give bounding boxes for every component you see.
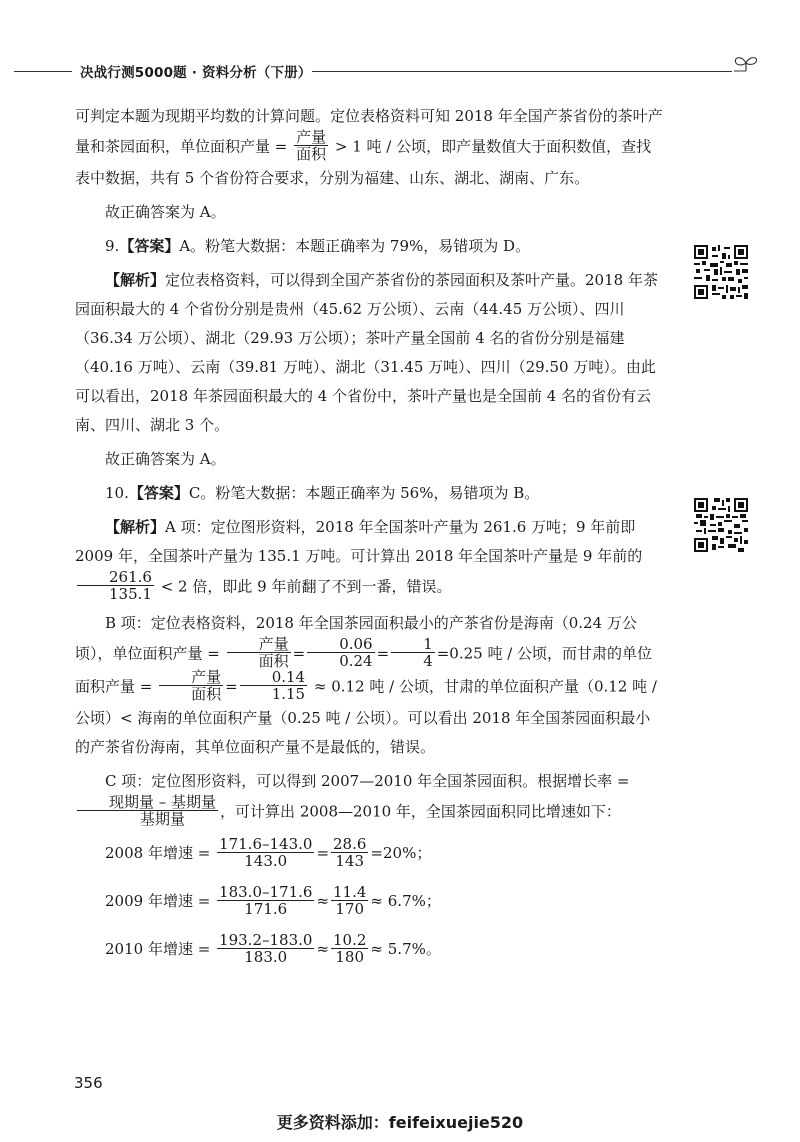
q10-analysis-a: 【解析】A 项：定位图形资料，2018 年全国茶叶产量为 261.6 万吨；9 年前即 2009 年，全国茶叶产量为 135.1 万吨。可计算出 2018 年全国茶叶产量是 9 年前的 $\frac{261.6}{135.1}$ < 2 倍，即此 9 年前翻了不到一番，错误。: [75, 518, 643, 603]
calc-fraction: $\frac{28.6}{143}$: [333, 834, 367, 870]
growth-calculations: [105, 829, 663, 973]
fraction-b5: $\frac{0.14}{1.15}$: [240, 669, 307, 702]
header-rule-left: [14, 71, 72, 72]
q9-analysis: 【解析】定位表格资料，可以得到全国产茶省份的茶园面积及茶叶产量。2018 年茶园面积最大的 4 个省份分别是贵州（45.62 万公顷）、云南（44.45 万公顷）、四川（36.34 万公顷）、湖北（29.93 万公顷）；茶叶产量全国前 4 名的省份分别是福建（40.16 万吨）、云南（39.81 万吨）、湖北（31.45 万吨）、四川（29.50 万吨）。由此可以看出，2018 年茶园面积最大的 4 个省份中，茶叶产量也是全国前 4 名的省份有云南、四川、湖北 3 个。: [75, 271, 658, 434]
calc-fraction: $\frac{183.0-171.6}{171.6}$: [219, 882, 313, 918]
page-content: [75, 102, 663, 973]
paragraph-2: 故正确答案为 A。: [105, 203, 226, 221]
header-rule-right: [312, 71, 732, 72]
q9-conclusion: 故正确答案为 A。: [105, 450, 226, 468]
sprout-icon: [730, 52, 762, 84]
qr-code-icon[interactable]: [694, 498, 748, 552]
calc-fraction: $\frac{193.2-183.0}{183.0}$: [219, 930, 313, 966]
q9-answer: 9.【答案】A。粉笔大数据：本题正确率为 79%，易错项为 D。: [105, 237, 531, 255]
running-header: [14, 52, 754, 92]
qr-code-icon[interactable]: [694, 245, 748, 299]
paragraph-1: 可判定本题为现期平均数的计算问题。定位表格资料可知 2018 年全国产茶省份的茶叶产量和茶园面积，单位面积产量 = $\frac{\text{产量}}{\text{面积}}$ > 1 吨 / 公顷，即产量数值大于面积数值，查找表中数据，共有 5 个省份符合要求，分别为福建、山东、湖北、湖南、广东。: [75, 107, 663, 187]
footer-note: 更多资料添加：feifeixuejie520: [276, 1113, 524, 1132]
calc-fraction: $\frac{10.2}{180}$: [333, 930, 367, 966]
header-title: 决战行测5000题 · 资料分析（下册）: [80, 65, 312, 81]
page-number: 356: [74, 1074, 103, 1092]
q10-analysis-c: C 项：定位图形资料，可以得到 2007—2010 年全国茶园面积。根据增长率 = $\frac{\text{现期量 – 基期量}}{\text{基期量}}$ ，可计算出 2008—2010 年，全国茶园面积同比增速如下：: [75, 767, 663, 829]
calc-row-2010: 2010 年增速 = $\frac{193.2-183.0}{183.0}$ ≈ $\frac{10.2}{180}$ ≈ 5.7%。: [105, 930, 441, 966]
fraction-growth-rate: $\frac{\text{现期量 – 基期量}}{\text{基期量}}$: [77, 794, 218, 827]
fraction-ratio: $\frac{261.6}{135.1}$: [77, 569, 154, 602]
calc-row-2009: 2009 年增速 = $\frac{183.0-171.6}{171.6}$ ≈ $\frac{11.4}{170}$ ≈ 6.7%；: [105, 882, 441, 918]
fraction-b4: $\frac{\text{产量}}{\text{面积}}$: [159, 669, 223, 702]
fraction-b1: $\frac{\text{产量}}{\text{面积}}$: [227, 636, 291, 669]
fraction-yield-per-area: $\frac{\text{产量}}{\text{面积}}$: [296, 128, 327, 163]
fraction-b2: $\frac{0.06}{0.24}$: [307, 636, 374, 669]
q10-answer: 10.【答案】C。粉笔大数据：本题正确率为 56%，易错项为 B。: [105, 484, 540, 502]
q10-analysis-b: B 项：定位表格资料，2018 年全国茶园面积最小的产茶省份是海南（0.24 万公顷），单位面积产量 = $\frac{\text{产量}}{\text{面积}}$ = $\frac{0.06}{0.24}$ = $\frac{1}{4}$ =0.25 吨 / 公顷，而甘肃的单位面积产量 = $\frac{\text{产量}}{\text{面积}}$ = $\frac{0.14}{1.15}$ ≈ 0.12 吨 / 公顷，甘肃的单位面积产量（0.12 吨 / 公顷）< 海南的单位面积产量（0.25 吨 / 公顷）。可以看出 2018 年全国茶园面积最小的产茶省份海南，其单位面积产量不是最低的，错误。: [75, 614, 657, 756]
calc-fraction: $\frac{11.4}{170}$: [333, 882, 367, 918]
calc-fraction: $\frac{171.6-143.0}{143.0}$: [219, 834, 313, 870]
fraction-b3: $\frac{1}{4}$: [391, 636, 435, 669]
calc-row-2008: 2008 年增速 = $\frac{171.6-143.0}{143.0}$ = $\frac{28.6}{143}$ =20%；: [105, 834, 432, 870]
